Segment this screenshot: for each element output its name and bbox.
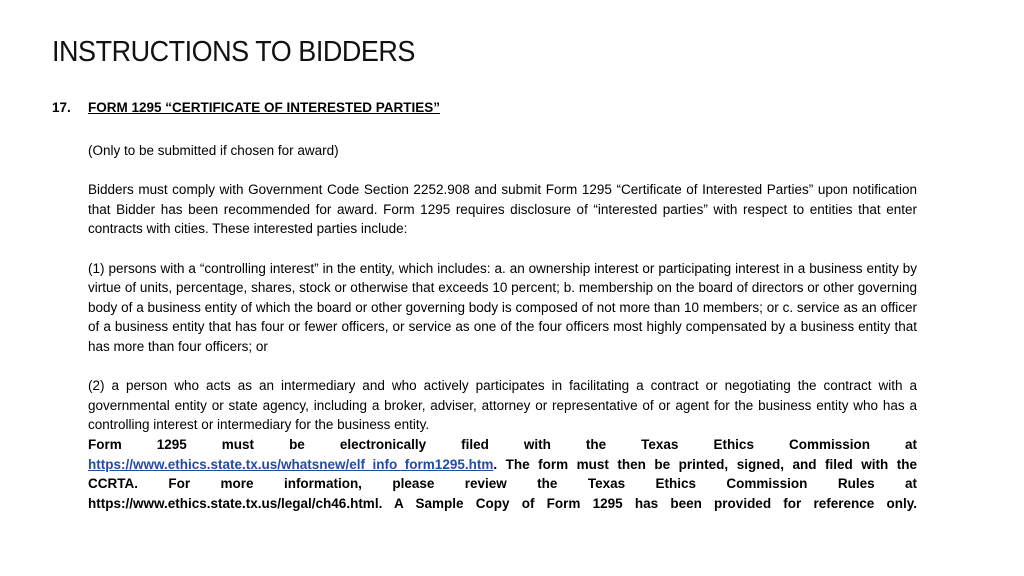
filing-instructions [88, 435, 917, 513]
compliance-paragraph: Bidders must comply with Government Code Section 2252.908 and submit Form 1295 “Certificate of Interested Parties” upon notification that Bidder has been recommended for award. Form 1295 requires disclosure of “interested parties” with respect to entities that enter contracts with cities. These interested parties include: [88, 182, 917, 237]
filing-text-end: . The form must then be printed, signed, and filed with the CCRTA. For more information, please review the Texas Ethics Commission Rules at https://www.ethics.state.tx.us/legal/ch46.html. A Sample Copy of Form 1295 has been provided for reference only. [88, 456, 917, 511]
award-note: (Only to be submitted if chosen for award) [88, 143, 339, 158]
section-body [88, 141, 917, 513]
item-number: 17. [52, 100, 71, 115]
slide-title: INSTRUCTIONS TO BIDDERS [52, 36, 415, 68]
intermediary-paragraph: (2) a person who acts as an intermediary and who actively participates in facilitating a contract or negotiating the contract with a governmental entity or state agency, including a broker, adviser, attorney or representative of or agent for the business entity who has a controlling interest or intermediary for the business entity. [88, 378, 917, 433]
filing-text-start: Form 1295 must be electronically filed with the Texas Ethics Commission at [88, 436, 917, 452]
form-1295-link[interactable]: https://www.ethics.state.tx.us/whatsnew/elf_info_form1295.htm [88, 456, 494, 472]
section-heading: FORM 1295 “CERTIFICATE OF INTERESTED PARTIES” [88, 100, 441, 115]
controlling-interest-paragraph: (1) persons with a “controlling interest” in the entity, which includes: a. an ownership interest or participating interest in a business entity by virtue of units, percentage, shares, stock or otherwise that exceeds 10 percent; b. membership on the board of directors or other governing body of a business entity of which the board or other governing body is composed of not more than 10 members; or c. service as an officer of a business entity that has four or fewer officers, or service as one of the four officers most highly compensated by a business entity that has more than four officers; or [88, 260, 917, 354]
